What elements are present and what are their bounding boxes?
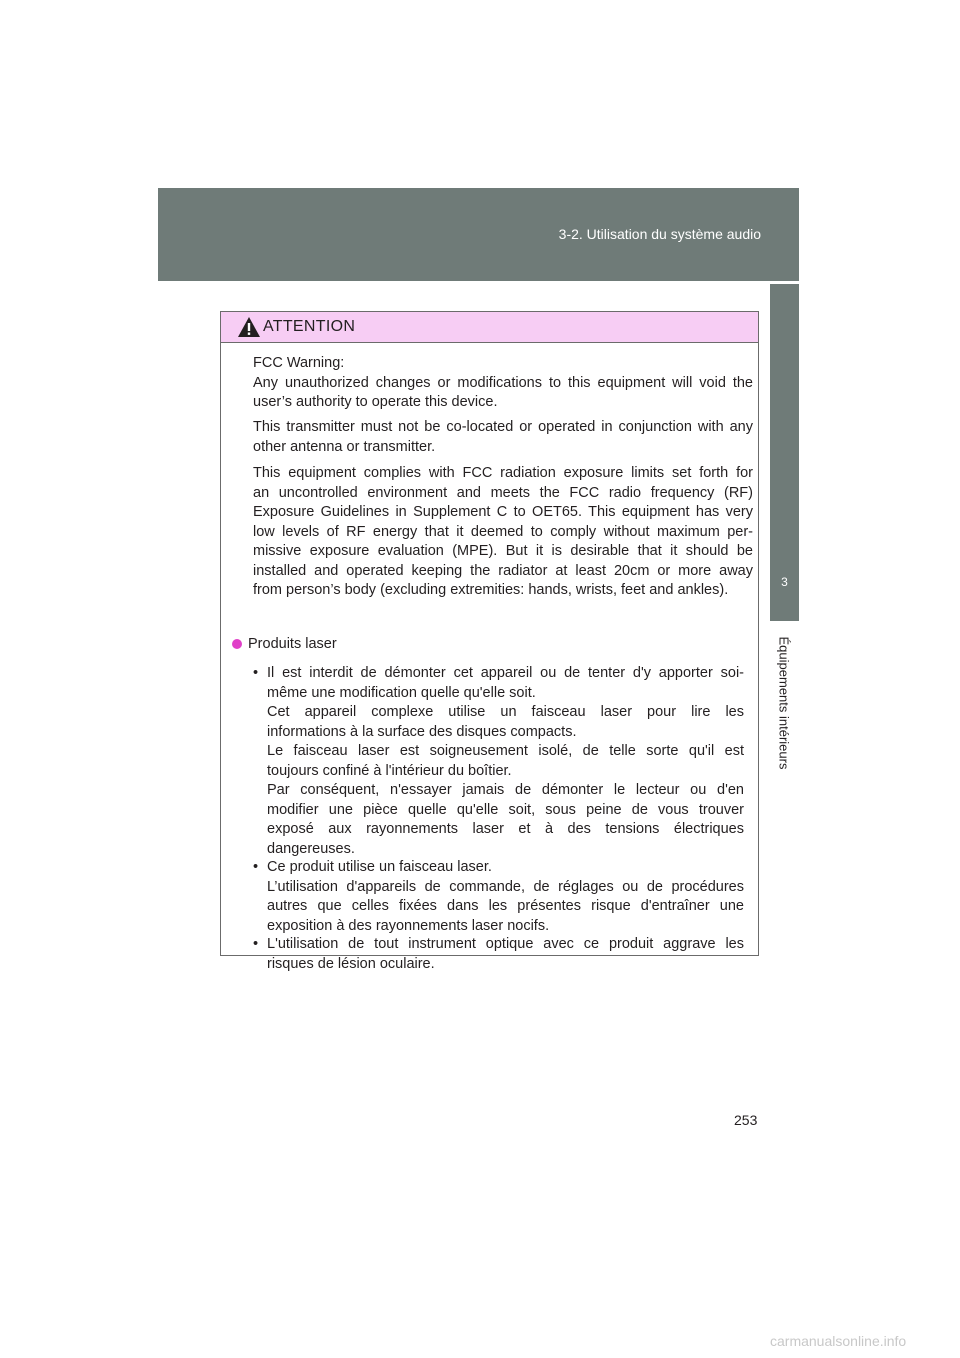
text-line: Exposure Guidelines in Supplement C to OET65. This equipment has very	[253, 504, 753, 520]
text-line: exposé aux rayonnements laser et à des tensions électriques	[267, 821, 744, 837]
text-line: Any unauthorized changes or modifications to this equipment will void the	[253, 374, 753, 391]
text-line: low levels of RF energy that it deemed to comply without maximum per-	[253, 523, 753, 540]
laser-item	[253, 858, 744, 936]
warning-box	[220, 311, 759, 972]
text-line: This equipment complies with FCC radiation exposure limits set forth for	[253, 465, 753, 481]
text-line: Ce produit utilise un faisceau laser.	[267, 859, 492, 875]
watermark: carmanualsonline.info	[770, 1333, 907, 1349]
fcc-paragraph-1	[253, 354, 753, 413]
text-line: Par conséquent, n'essayer jamais de démonter le lecteur ou d'en	[267, 782, 744, 798]
text-line: exposition à des rayonnements laser nocifs.	[267, 917, 550, 934]
bullet-icon: •	[253, 859, 259, 875]
text-line: Il est interdit de démonter cet appareil ou de tenter d'y apporter soi-	[267, 665, 744, 681]
bullet-dot-icon	[232, 639, 242, 649]
text-line: from person’s body (excluding extremities: hands, wrists, feet and ankles).	[253, 582, 729, 598]
text-line: installed and operated keeping the radiator at least 20cm or more away	[253, 562, 753, 579]
text-line: informations à la surface des disques compacts.	[267, 723, 577, 740]
bullet-icon: •	[253, 936, 259, 952]
text-line: même une modification quelle qu'elle soit.	[267, 684, 536, 701]
text-line: This transmitter must not be co-located or operated in conjunction with any	[253, 419, 753, 435]
text-line: FCC Warning:	[253, 355, 345, 371]
text-line: L'utilisation de tout instrument optique avec ce produit aggrave les	[267, 936, 744, 952]
text-line: modifier une pièce quelle qu'elle soit, sous peine de vous trouver	[267, 801, 744, 818]
warning-title: ATTENTION	[263, 318, 356, 335]
warning-triangle-icon	[237, 316, 261, 338]
bullet-icon: •	[253, 665, 259, 681]
chapter-tab	[770, 284, 799, 621]
laser-heading-text: Produits laser	[248, 636, 337, 652]
section-title: 3-2. Utilisation du système audio	[558, 226, 761, 242]
chapter-number: 3	[781, 575, 788, 589]
warning-header	[221, 312, 758, 343]
text-line: toujours confiné à l'intérieur du boîtier.	[267, 762, 512, 779]
text-line: L’utilisation d'appareils de commande, de réglages ou de procédures	[267, 878, 744, 895]
text-line: missive exposure evaluation (MPE). But it is desirable that it should be	[253, 543, 753, 559]
section-header-band	[158, 188, 799, 281]
laser-item-text	[267, 858, 744, 936]
text-line: autres que celles fixées dans les présentes risque d'entraîner une	[267, 898, 744, 914]
laser-item	[253, 664, 744, 859]
chapter-label: Équipements intérieurs	[776, 636, 792, 770]
page-number: 253	[734, 1112, 758, 1128]
laser-heading	[232, 635, 337, 655]
text-line: an uncontrolled environment and meets the FCC radio frequency (RF)	[253, 484, 753, 501]
text-line: Le faisceau laser est soigneusement isolé, de telle sorte qu'il est	[267, 743, 744, 759]
laser-item-text	[267, 664, 744, 859]
fcc-paragraph-3	[253, 464, 753, 601]
text-line: Cet appareil complexe utilise un faisceau laser pour lire les	[267, 704, 744, 720]
fcc-paragraph-2	[253, 418, 753, 457]
laser-item-text	[267, 935, 744, 974]
chapter-label-vertical	[773, 628, 795, 778]
text-line: user’s authority to operate this device.	[253, 394, 498, 410]
text-line: dangereuses.	[267, 840, 355, 857]
laser-item	[253, 935, 744, 974]
text-line: other antenna or transmitter.	[253, 438, 436, 455]
text-line: risques de lésion oculaire.	[267, 955, 435, 972]
